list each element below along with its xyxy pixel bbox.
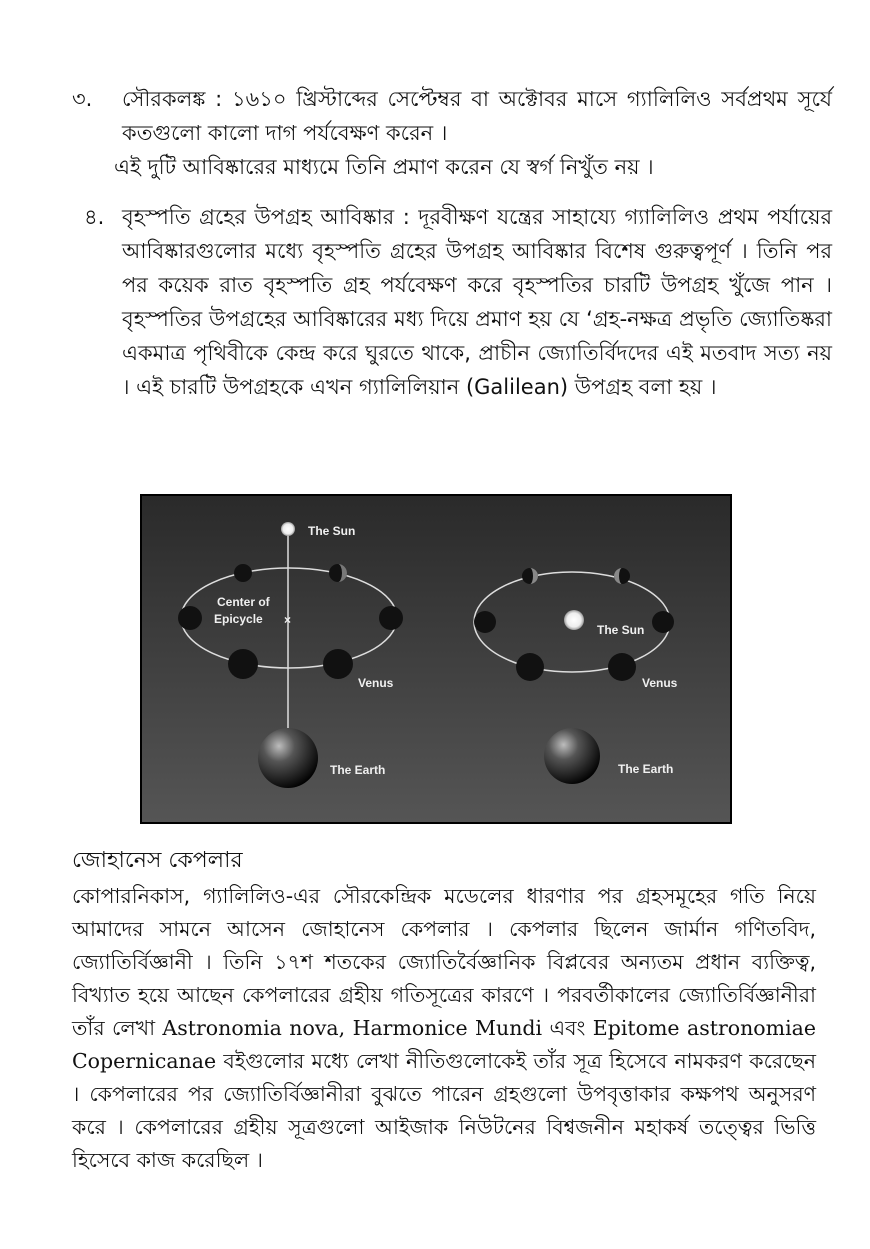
venus-phase xyxy=(234,564,252,582)
venus-phase xyxy=(323,649,353,679)
list-item-4 xyxy=(72,200,832,404)
sun-label: The Sun xyxy=(597,623,645,637)
venus-phase xyxy=(516,653,544,681)
book-title: Epitome astronomiae Copernicanae xyxy=(72,1016,816,1073)
venus-phase xyxy=(178,606,202,630)
venus-phases-diagram xyxy=(140,494,732,824)
venus-phase xyxy=(608,653,636,681)
list-item-3 xyxy=(72,82,832,184)
venus-label: Venus xyxy=(642,676,678,690)
item-extra-text: এই দুটি আবিষ্কারের মাধ্যমে তিনি প্রমাণ করেন যে স্বর্গ নিখুঁত নয় । xyxy=(114,155,654,179)
earth-label: The Earth xyxy=(330,763,386,777)
item-text: বৃহস্পতি গ্রহের উপগ্রহ আবিষ্কার : দূরবীক্ষণ যন্ত্রের সাহায্যে গ্যালিলিও প্রথম পর্যায়ের আবিষ্কারগুলোর মধ্যে বৃহস্পতি গ্রহের উপগ্রহ আবিষ্কার বিশেষ গুরুত্বপূর্ণ । তিনি পর পর কয়েক রাত বৃহস্পতি গ্রহ পর্যবেক্ষণ করে বৃহস্পতির চারটি উপগ্রহ খুঁজে পান । বৃহস্পতির উপগ্রহের আবিষ্কারের মধ্য দিয়ে প্রমাণ হয় যে ‘গ্রহ-নক্ষত্র প্রভৃতি জ্যোতিষ্করা একমাত্র পৃথিবীকে কেন্দ্র করে ঘুরতে থাকে, প্রাচীন জ্যোতির্বিদদের এই মতবাদ সত্য নয় । এই চারটি উপগ্রহকে এখন গ্যালিলিয়ান (Galilean) উপগ্রহ বলা হয় । xyxy=(122,205,832,399)
sun xyxy=(281,522,295,536)
paragraph-text: কোপারনিকাস, গ্যালিলিও-এর সৌরকেন্দ্রিক মডেলের ধারণার পর গ্রহসমূহের গতি নিয়ে আমাদের সামনে আসেন জোহানেস কেপলার । কেপলার ছিলেন জার্মান গণিতবিদ, জ্যোতির্বিজ্ঞানী । তিনি ১৭শ শতকের জ্যোতির্বৈজ্ঞানিক বিপ্লবের অন্যতম প্রধান ব্যক্তিত্ব, বিখ্যাত হয়ে আছেন কেপলারের গ্রহীয় গতিসূত্রের কারণে । পরবর্তীকালের জ্যোতির্বিজ্ঞানীরা তাঁর লেখা xyxy=(72,884,816,1040)
paragraph-text: বইগুলোর মধ্যে লেখা নীতিগুলোকেই তাঁর সূত্র হিসেবে নামকরণ করেছেন । কেপলারের পর জ্যোতির্বিজ্ঞানীরা বুঝতে পারেন গ্রহগুলো উপবৃত্তাকার কক্ষপথ অনুসরণ করে । কেপলারের গ্রহীয় সূত্রগুলো আইজাক নিউটনের বিশ্বজনীন মহাকর্ষ তত্ত্বের ভিত্তি হিসেবে কাজ করেছিল । xyxy=(72,1049,816,1172)
earth xyxy=(544,728,600,784)
venus-phase xyxy=(474,611,496,633)
center-label: Center of xyxy=(217,595,270,609)
venus-phase xyxy=(652,611,674,633)
venus-phase xyxy=(228,649,258,679)
section-title: জোহানেস কেপলার xyxy=(72,848,243,873)
item-text: সৌরকলঙ্ক : ১৬১০ খ্রিস্টাব্দের সেপ্টেম্বর বা অক্টোবর মাসে গ্যালিলিও সর্বপ্রথম সূর্যে কতগুলো কালো দাগ পর্যবেক্ষণ করেন । xyxy=(122,87,832,145)
sun xyxy=(564,610,584,630)
kepler-paragraph xyxy=(72,880,816,1177)
earth xyxy=(258,728,318,788)
center-mark: × xyxy=(284,613,292,627)
venus-label: Venus xyxy=(358,676,394,690)
sun-label: The Sun xyxy=(308,524,356,538)
item-number: ৩. xyxy=(72,87,93,111)
joiner-text: এবং xyxy=(542,1016,593,1040)
venus-phase xyxy=(379,606,403,630)
book-title: Astronomia nova, Harmonice Mundi xyxy=(162,1016,543,1040)
earth-label: The Earth xyxy=(618,762,674,776)
center-label: Epicycle xyxy=(214,612,263,626)
item-number: ৪. xyxy=(84,205,105,229)
